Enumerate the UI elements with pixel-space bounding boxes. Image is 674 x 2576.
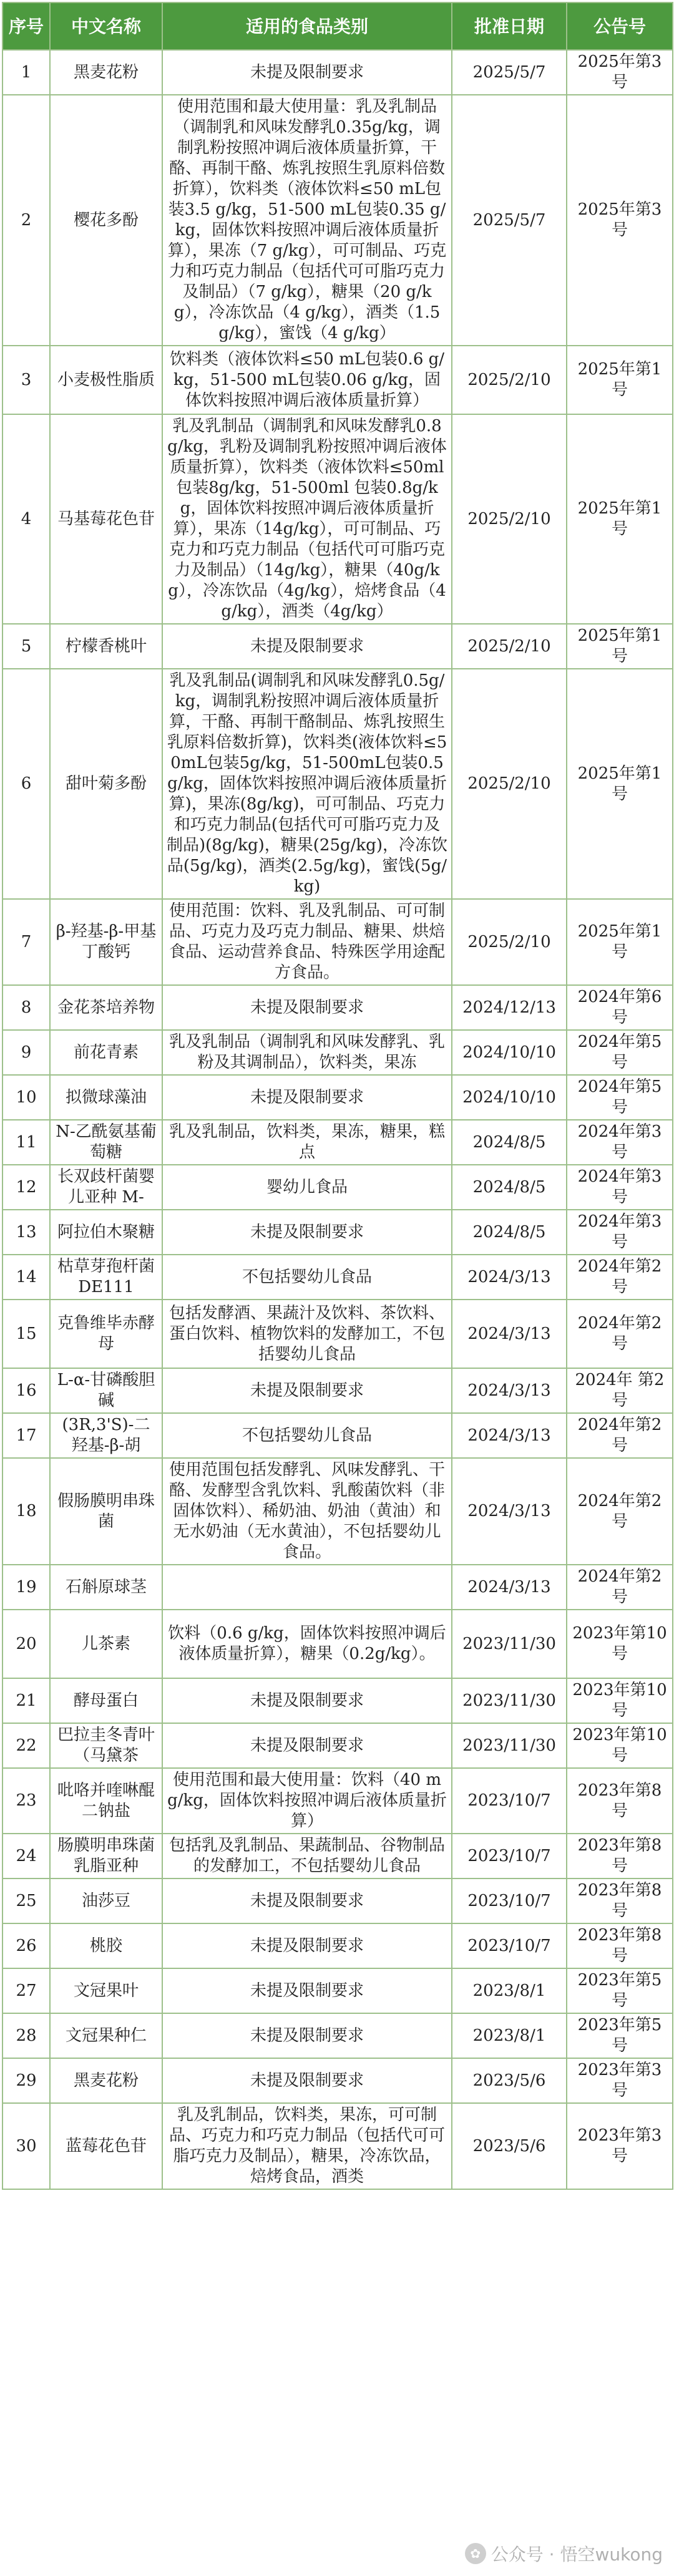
cell-name: 桃胶 bbox=[50, 1923, 162, 1968]
table-row bbox=[2, 1030, 673, 1075]
cell-name: 马基莓花色苷 bbox=[50, 414, 162, 624]
table-row bbox=[2, 669, 673, 899]
cell-notice: 2025年第3号 bbox=[567, 50, 673, 95]
cell-date: 2024/8/5 bbox=[452, 1165, 567, 1210]
cell-notice: 2024年第5号 bbox=[567, 1030, 673, 1075]
cell-name: 酵母蛋白 bbox=[50, 1678, 162, 1723]
table-row bbox=[2, 1923, 673, 1968]
table-row bbox=[2, 899, 673, 985]
cell-category bbox=[162, 1565, 452, 1610]
watermark bbox=[465, 2541, 663, 2566]
cell-name: 前花青素 bbox=[50, 1030, 162, 1075]
cell-no: 7 bbox=[2, 899, 50, 985]
cell-date: 2023/8/1 bbox=[452, 2013, 567, 2058]
cell-date: 2023/10/7 bbox=[452, 1768, 567, 1834]
cell-date: 2023/11/30 bbox=[452, 1610, 567, 1678]
cell-name: 吡咯并喹啉醌二钠盐 bbox=[50, 1768, 162, 1834]
table-row bbox=[2, 1834, 673, 1879]
table-row bbox=[2, 1565, 673, 1610]
cell-category: 未提及限制要求 bbox=[162, 50, 452, 95]
cell-notice: 2025年第1号 bbox=[567, 346, 673, 414]
cell-name: 黑麦花粉 bbox=[50, 2058, 162, 2103]
cell-notice: 2023年第8号 bbox=[567, 1768, 673, 1834]
cell-notice: 2024年第6号 bbox=[567, 985, 673, 1030]
header-no: 序号 bbox=[2, 2, 50, 50]
cell-notice: 2025年第1号 bbox=[567, 414, 673, 624]
cell-date: 2024/8/5 bbox=[452, 1210, 567, 1255]
cell-date: 2024/10/10 bbox=[452, 1030, 567, 1075]
cell-no: 19 bbox=[2, 1565, 50, 1610]
cell-name: 枯草芽孢杆菌 DE111 bbox=[50, 1255, 162, 1300]
cell-name: N-乙酰氨基葡萄糖 bbox=[50, 1120, 162, 1165]
cell-no: 1 bbox=[2, 50, 50, 95]
cell-name: 假肠膜明串珠菌 bbox=[50, 1458, 162, 1565]
header-category: 适用的食品类别 bbox=[162, 2, 452, 50]
cell-no: 3 bbox=[2, 346, 50, 414]
cell-no: 6 bbox=[2, 669, 50, 899]
table-row bbox=[2, 1723, 673, 1768]
new-food-ingredients-table bbox=[2, 2, 673, 2190]
header-notice: 公告号 bbox=[567, 2, 673, 50]
cell-category: 包括发酵酒、果蔬汁及饮料、茶饮料、蛋白饮料、植物饮料的发酵加工，不包括婴幼儿食品 bbox=[162, 1300, 452, 1368]
cell-no: 26 bbox=[2, 1923, 50, 1968]
cell-notice: 2023年第5号 bbox=[567, 2013, 673, 2058]
cell-notice: 2023年第10号 bbox=[567, 1678, 673, 1723]
cell-no: 8 bbox=[2, 985, 50, 1030]
cell-category: 未提及限制要求 bbox=[162, 1879, 452, 1923]
table-row bbox=[2, 2058, 673, 2103]
cell-no: 27 bbox=[2, 1968, 50, 2013]
cell-no: 21 bbox=[2, 1678, 50, 1723]
cell-no: 15 bbox=[2, 1300, 50, 1368]
cell-no: 16 bbox=[2, 1368, 50, 1413]
cell-name: β-羟基-β-甲基丁酸钙 bbox=[50, 899, 162, 985]
cell-category: 乳及乳制品，饮料类，果冻，糖果，糕点 bbox=[162, 1120, 452, 1165]
cell-date: 2024/3/13 bbox=[452, 1368, 567, 1413]
cell-category: 未提及限制要求 bbox=[162, 1678, 452, 1723]
table-row bbox=[2, 2013, 673, 2058]
cell-notice: 2024年第2号 bbox=[567, 1565, 673, 1610]
table-row bbox=[2, 2103, 673, 2189]
cell-name: 巴拉圭冬青叶（马黛茶 bbox=[50, 1723, 162, 1768]
cell-notice: 2023年第3号 bbox=[567, 2058, 673, 2103]
cell-name: 克鲁维毕赤酵母 bbox=[50, 1300, 162, 1368]
cell-name: 甜叶菊多酚 bbox=[50, 669, 162, 899]
cell-date: 2024/10/10 bbox=[452, 1075, 567, 1120]
cell-name: 黑麦花粉 bbox=[50, 50, 162, 95]
table-row bbox=[2, 1255, 673, 1300]
cell-notice: 2024年 第2号 bbox=[567, 1368, 673, 1413]
table-row bbox=[2, 1413, 673, 1458]
table-row bbox=[2, 346, 673, 414]
cell-notice: 2023年第10号 bbox=[567, 1610, 673, 1678]
cell-name: 蓝莓花色苷 bbox=[50, 2103, 162, 2189]
table-row bbox=[2, 1678, 673, 1723]
cell-no: 13 bbox=[2, 1210, 50, 1255]
cell-category: 乳及乳制品(调制乳和风味发酵乳0.5g/kg，调制乳粉按照冲调后液体质量折算，干酪、再制干酪制品、炼乳按照生乳原料倍数折算)，饮料类(液体饮料≤50mL包装5g/kg，51-500mL包装0.5g/kg，固体饮料按照冲调后液体质量折算)，果冻(8g/kg)，可可制品、巧克力和巧克力制品(包括代可可脂巧克力及制品)(8g/kg)，糖果(25g/kg)，冷冻饮品(5g/kg)，酒类(2.5g/kg)，蜜饯(5g/kg) bbox=[162, 669, 452, 899]
cell-notice: 2024年第2号 bbox=[567, 1458, 673, 1565]
table-row bbox=[2, 985, 673, 1030]
cell-notice: 2025年第1号 bbox=[567, 669, 673, 899]
cell-no: 23 bbox=[2, 1768, 50, 1834]
table-row bbox=[2, 1075, 673, 1120]
cell-category: 未提及限制要求 bbox=[162, 2013, 452, 2058]
header-name: 中文名称 bbox=[50, 2, 162, 50]
cell-date: 2025/2/10 bbox=[452, 669, 567, 899]
cell-category: 未提及限制要求 bbox=[162, 2058, 452, 2103]
cell-notice: 2023年第8号 bbox=[567, 1834, 673, 1879]
cell-no: 12 bbox=[2, 1165, 50, 1210]
table-row bbox=[2, 1300, 673, 1368]
cell-no: 9 bbox=[2, 1030, 50, 1075]
cell-name: 拟微球藻油 bbox=[50, 1075, 162, 1120]
cell-date: 2024/3/13 bbox=[452, 1565, 567, 1610]
cell-name: 石斛原球茎 bbox=[50, 1565, 162, 1610]
cell-date: 2023/10/7 bbox=[452, 1879, 567, 1923]
table-row bbox=[2, 1768, 673, 1834]
cell-no: 17 bbox=[2, 1413, 50, 1458]
cell-category: 乳及乳制品（调制乳和风味发酵乳0.8g/kg，乳粉及调制乳粉按照冲调后液体质量折算），饮料类（液体饮料≤50ml 包装8g/kg，51-500ml 包装0.8g/kg，固体饮料按照冲调后液体质量折算），果冻（14g/kg），可可制品、巧克力和巧克力制品（包括代可可脂巧克力及制品）（14g/kg），糖果（40g/kg），冷冻饮品（4g/kg），焙烤食品（4g/kg），酒类（4g/kg） bbox=[162, 414, 452, 624]
cell-name: 柠檬香桃叶 bbox=[50, 624, 162, 669]
table-row bbox=[2, 1610, 673, 1678]
cell-no: 11 bbox=[2, 1120, 50, 1165]
cell-category: 使用范围包括发酵乳、风味发酵乳、干酪、发酵型含乳饮料、乳酸菌饮料（非固体饮料）、稀奶油、奶油（黄油）和无水奶油（无水黄油），不包括婴幼儿食品。 bbox=[162, 1458, 452, 1565]
cell-notice: 2024年第3号 bbox=[567, 1210, 673, 1255]
table-row bbox=[2, 1879, 673, 1923]
cell-name: 长双歧杆菌婴儿亚种 M- bbox=[50, 1165, 162, 1210]
cell-date: 2024/3/13 bbox=[452, 1300, 567, 1368]
cell-notice: 2024年第3号 bbox=[567, 1165, 673, 1210]
cell-category: 不包括婴幼儿食品 bbox=[162, 1413, 452, 1458]
cell-name: 樱花多酚 bbox=[50, 95, 162, 346]
cell-date: 2024/3/13 bbox=[452, 1413, 567, 1458]
cell-date: 2023/11/30 bbox=[452, 1678, 567, 1723]
cell-name: 阿拉伯木聚糖 bbox=[50, 1210, 162, 1255]
cell-name: (3R,3'S)-二羟基-β-胡 bbox=[50, 1413, 162, 1458]
cell-category: 未提及限制要求 bbox=[162, 1368, 452, 1413]
cell-notice: 2025年第1号 bbox=[567, 899, 673, 985]
cell-name: 肠膜明串珠菌乳脂亚种 bbox=[50, 1834, 162, 1879]
table-row bbox=[2, 1120, 673, 1165]
cell-date: 2025/2/10 bbox=[452, 899, 567, 985]
cell-category: 未提及限制要求 bbox=[162, 1210, 452, 1255]
cell-no: 30 bbox=[2, 2103, 50, 2189]
cell-notice: 2023年第8号 bbox=[567, 1879, 673, 1923]
cell-no: 18 bbox=[2, 1458, 50, 1565]
cell-no: 25 bbox=[2, 1879, 50, 1923]
cell-date: 2023/10/7 bbox=[452, 1834, 567, 1879]
cell-category: 未提及限制要求 bbox=[162, 1075, 452, 1120]
cell-notice: 2023年第3号 bbox=[567, 2103, 673, 2189]
cell-category: 未提及限制要求 bbox=[162, 985, 452, 1030]
table-row bbox=[2, 1368, 673, 1413]
cell-date: 2025/5/7 bbox=[452, 95, 567, 346]
cell-no: 20 bbox=[2, 1610, 50, 1678]
watermark-text: 公众号 · 悟空wukong bbox=[491, 2544, 663, 2565]
cell-name: 油莎豆 bbox=[50, 1879, 162, 1923]
cell-name: 文冠果叶 bbox=[50, 1968, 162, 2013]
cell-notice: 2024年第2号 bbox=[567, 1413, 673, 1458]
cell-date: 2023/10/7 bbox=[452, 1923, 567, 1968]
cell-date: 2025/2/10 bbox=[452, 346, 567, 414]
cell-name: L-α-甘磷酸胆碱 bbox=[50, 1368, 162, 1413]
cell-category: 饮料（0.6 g/kg，固体饮料按照冲调后液体质量折算），糖果（0.2g/kg）。 bbox=[162, 1610, 452, 1678]
cell-category: 使用范围：饮料、乳及乳制品、可可制品、巧克力及巧克力制品、糖果、烘焙食品、运动营养食品、特殊医学用途配方食品。 bbox=[162, 899, 452, 985]
cell-no: 10 bbox=[2, 1075, 50, 1120]
cell-date: 2025/5/7 bbox=[452, 50, 567, 95]
table-row bbox=[2, 1968, 673, 2013]
cell-notice: 2024年第5号 bbox=[567, 1075, 673, 1120]
cell-category: 不包括婴幼儿食品 bbox=[162, 1255, 452, 1300]
cell-no: 5 bbox=[2, 624, 50, 669]
cell-date: 2025/2/10 bbox=[452, 624, 567, 669]
cell-no: 2 bbox=[2, 95, 50, 346]
cell-no: 29 bbox=[2, 2058, 50, 2103]
cell-category: 乳及乳制品，饮料类，果冻，可可制品、巧克力和巧克力制品（包括代可可脂巧克力及制品），糖果，冷冻饮品，焙烤食品，酒类 bbox=[162, 2103, 452, 2189]
cell-date: 2023/5/6 bbox=[452, 2058, 567, 2103]
cell-category: 使用范围和最大使用量：饮料（40 mg/kg，固体饮料按照冲调后液体质量折算） bbox=[162, 1768, 452, 1834]
cell-notice: 2024年第3号 bbox=[567, 1120, 673, 1165]
cell-notice: 2023年第5号 bbox=[567, 1968, 673, 2013]
cell-notice: 2025年第1号 bbox=[567, 624, 673, 669]
cell-category: 未提及限制要求 bbox=[162, 1968, 452, 2013]
cell-name: 金花茶培养物 bbox=[50, 985, 162, 1030]
header-date: 批准日期 bbox=[452, 2, 567, 50]
cell-category: 饮料类（液体饮料≤50 mL包装0.6 g/kg，51-500 mL包装0.06 g/kg，固体饮料按照冲调后液体质量折算） bbox=[162, 346, 452, 414]
cell-category: 未提及限制要求 bbox=[162, 1723, 452, 1768]
cell-category: 使用范围和最大使用量：乳及乳制品（调制乳和风味发酵乳0.35g/kg，调制乳粉按照冲调后液体质量折算，干酪、再制干酪、炼乳按照生乳原料倍数折算），饮料类（液体饮料≤50 mL包装3.5 g/kg，51-500 mL包装0.35 g/kg，固体饮料按照冲调后液体质量折算），果冻（7 g/kg），可可制品、巧克力和巧克力制品（包括代可可脂巧克力及制品）（7 g/kg），糖果（20 g/kg），冷冻饮品（4 g/kg），酒类（1.5 g/kg），蜜饯（4 g/kg） bbox=[162, 95, 452, 346]
cell-date: 2025/2/10 bbox=[452, 414, 567, 624]
wechat-icon: ✿ bbox=[465, 2543, 486, 2564]
table-row bbox=[2, 414, 673, 624]
table-body bbox=[2, 50, 673, 2189]
cell-notice: 2023年第8号 bbox=[567, 1923, 673, 1968]
table-row bbox=[2, 1458, 673, 1565]
cell-name: 文冠果种仁 bbox=[50, 2013, 162, 2058]
cell-date: 2024/3/13 bbox=[452, 1458, 567, 1565]
cell-category: 未提及限制要求 bbox=[162, 624, 452, 669]
cell-notice: 2024年第2号 bbox=[567, 1300, 673, 1368]
cell-date: 2023/5/6 bbox=[452, 2103, 567, 2189]
cell-date: 2023/11/30 bbox=[452, 1723, 567, 1768]
table-row bbox=[2, 1165, 673, 1210]
table-row bbox=[2, 1210, 673, 1255]
cell-no: 22 bbox=[2, 1723, 50, 1768]
cell-category: 婴幼儿食品 bbox=[162, 1165, 452, 1210]
cell-no: 24 bbox=[2, 1834, 50, 1879]
cell-no: 28 bbox=[2, 2013, 50, 2058]
header-row bbox=[2, 2, 673, 50]
cell-date: 2024/8/5 bbox=[452, 1120, 567, 1165]
cell-name: 儿茶素 bbox=[50, 1610, 162, 1678]
cell-category: 未提及限制要求 bbox=[162, 1923, 452, 1968]
table-row bbox=[2, 624, 673, 669]
cell-notice: 2023年第10号 bbox=[567, 1723, 673, 1768]
table-row bbox=[2, 95, 673, 346]
cell-date: 2024/3/13 bbox=[452, 1255, 567, 1300]
cell-notice: 2024年第2号 bbox=[567, 1255, 673, 1300]
cell-name: 小麦极性脂质 bbox=[50, 346, 162, 414]
cell-notice: 2025年第3号 bbox=[567, 95, 673, 346]
cell-no: 14 bbox=[2, 1255, 50, 1300]
cell-no: 4 bbox=[2, 414, 50, 624]
cell-date: 2023/8/1 bbox=[452, 1968, 567, 2013]
table-row bbox=[2, 50, 673, 95]
cell-date: 2024/12/13 bbox=[452, 985, 567, 1030]
cell-category: 乳及乳制品（调制乳和风味发酵乳、乳粉及其调制品），饮料类，果冻 bbox=[162, 1030, 452, 1075]
cell-category: 包括乳及乳制品、果蔬制品、谷物制品的发酵加工，不包括婴幼儿食品 bbox=[162, 1834, 452, 1879]
